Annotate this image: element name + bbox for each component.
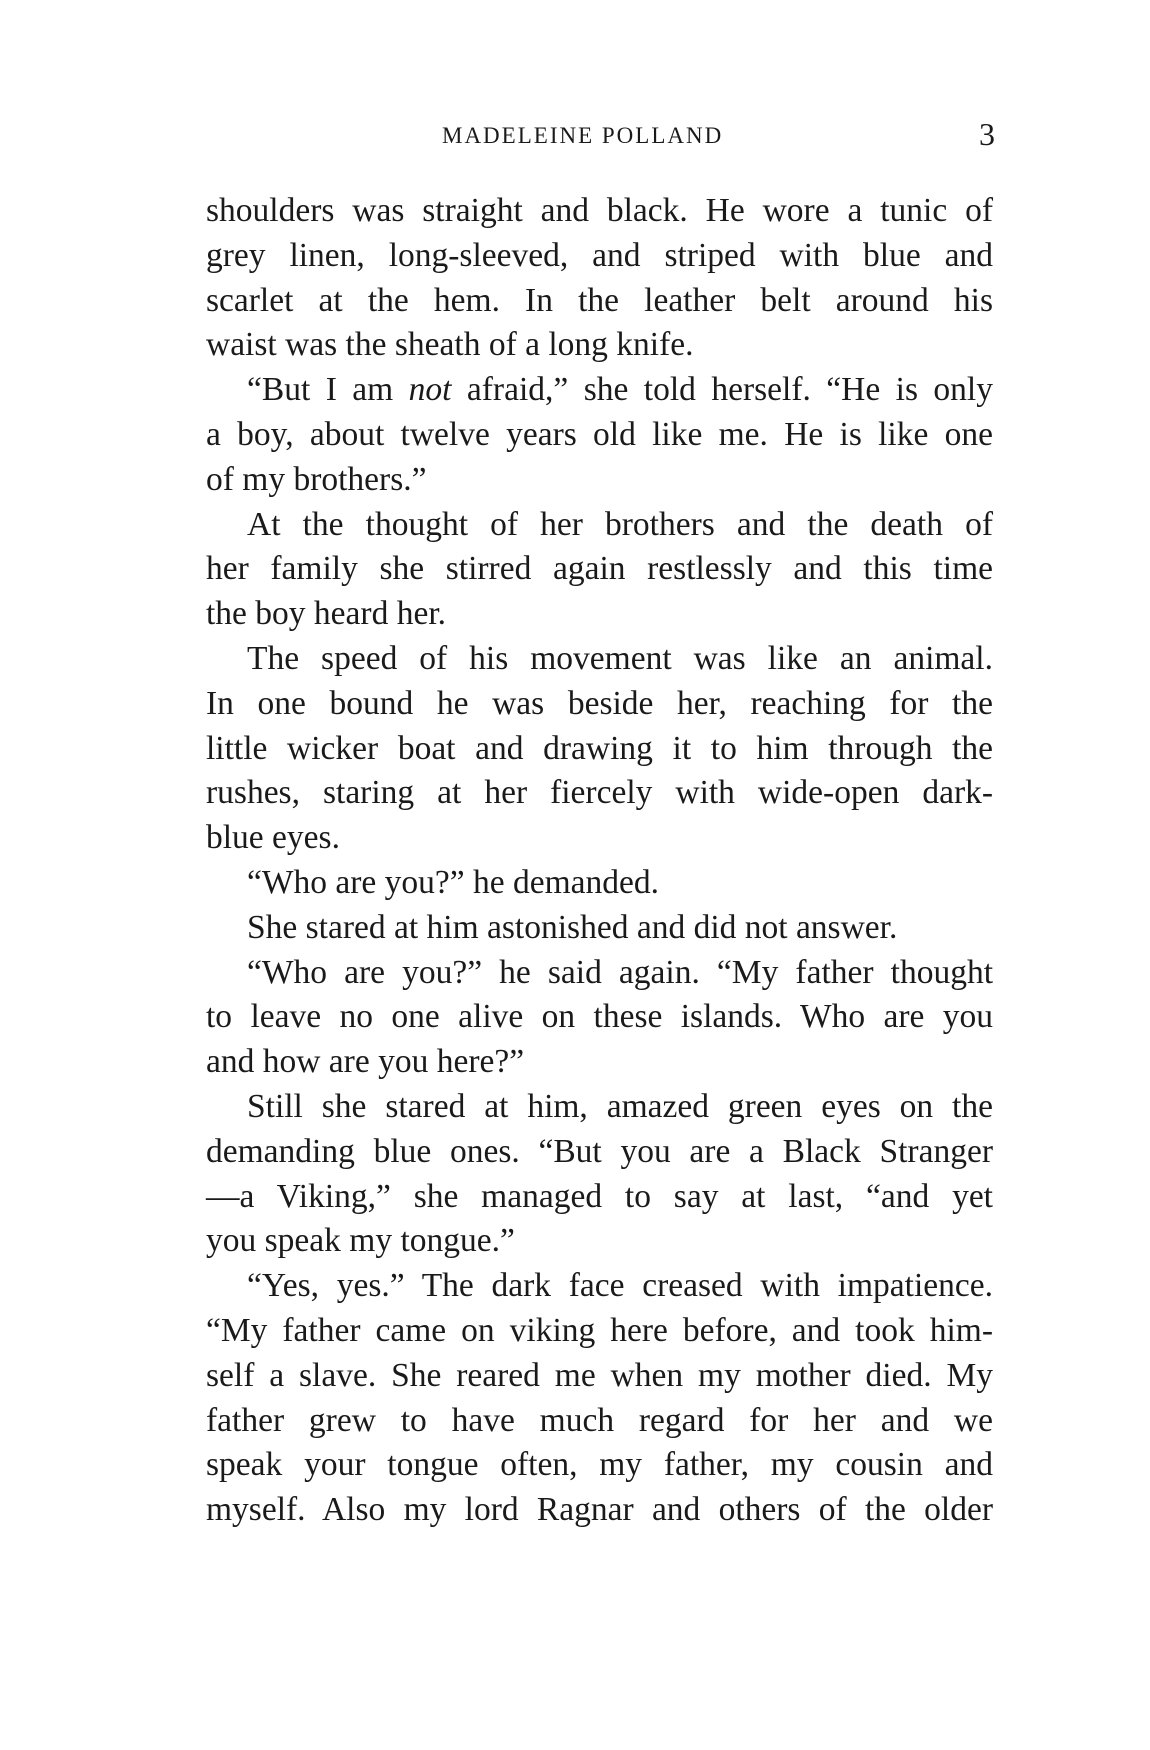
page-number: 3 — [979, 116, 995, 152]
text-line: myself. Also my lord Ragnar and others of the older — [206, 1491, 993, 1529]
text-run: “But I am — [247, 371, 409, 409]
text-line: a boy, about twelve years old like me. He is like one — [206, 415, 993, 453]
text-line: speak your tongue often, my father, my cousin and — [206, 1446, 993, 1484]
running-head: MADELEINE POLLAND — [442, 123, 724, 148]
text-line: shoulders was straight and black. He wore a tunic of — [206, 192, 993, 229]
text-line: She stared at him astonished and did not answer. — [247, 908, 898, 946]
text-line: Still she stared at him, amazed green eyes on the — [247, 1087, 993, 1125]
text-run: afraid,” she told herself. “He is only — [451, 371, 993, 409]
text-line — [206, 368, 993, 413]
text-line: to leave no one alive on these islands. Who are you — [206, 998, 993, 1036]
text-line: and how are you here?” — [206, 1043, 525, 1081]
text-line: —a Viking,” she managed to say at last, “and yet — [206, 1177, 993, 1215]
text-line: “Who are you?” he said again. “My father thought — [247, 953, 993, 991]
text-line: The speed of his movement was like an animal. — [247, 639, 993, 677]
text-line: blue eyes. — [206, 819, 340, 857]
text-line: the boy heard her. — [206, 595, 446, 633]
text-line: demanding blue ones. “But you are a Black Stranger — [206, 1132, 993, 1170]
text-line: self a slave. She reared me when my mother died. My — [206, 1356, 993, 1394]
text-line: father grew to have much regard for her and we — [206, 1401, 993, 1439]
text-line: “My father came on viking here before, and took him- — [206, 1311, 993, 1349]
text-line: In one bound he was beside her, reaching for the — [206, 684, 993, 722]
emphasis-text: not — [408, 371, 452, 409]
text-line: waist was the sheath of a long knife. — [206, 326, 694, 364]
text-line: of my brothers.” — [206, 460, 427, 498]
text-line: “Who are you?” he demanded. — [247, 863, 660, 901]
text-line: rushes, staring at her fiercely with wide-open dark- — [206, 774, 993, 812]
text-line: little wicker boat and drawing it to him through the — [206, 729, 993, 767]
body-text — [206, 189, 993, 1533]
text-line: scarlet at the hem. In the leather belt around his — [206, 281, 993, 319]
text-line: grey linen, long-sleeved, and striped with blue and — [206, 236, 993, 274]
text-line: you speak my tongue.” — [206, 1222, 515, 1260]
text-line: At the thought of her brothers and the death of — [247, 505, 993, 543]
text-line: “Yes, yes.” The dark face creased with impatience. — [247, 1267, 993, 1305]
text-line: her family she stirred again restlessly and this time — [206, 550, 993, 588]
